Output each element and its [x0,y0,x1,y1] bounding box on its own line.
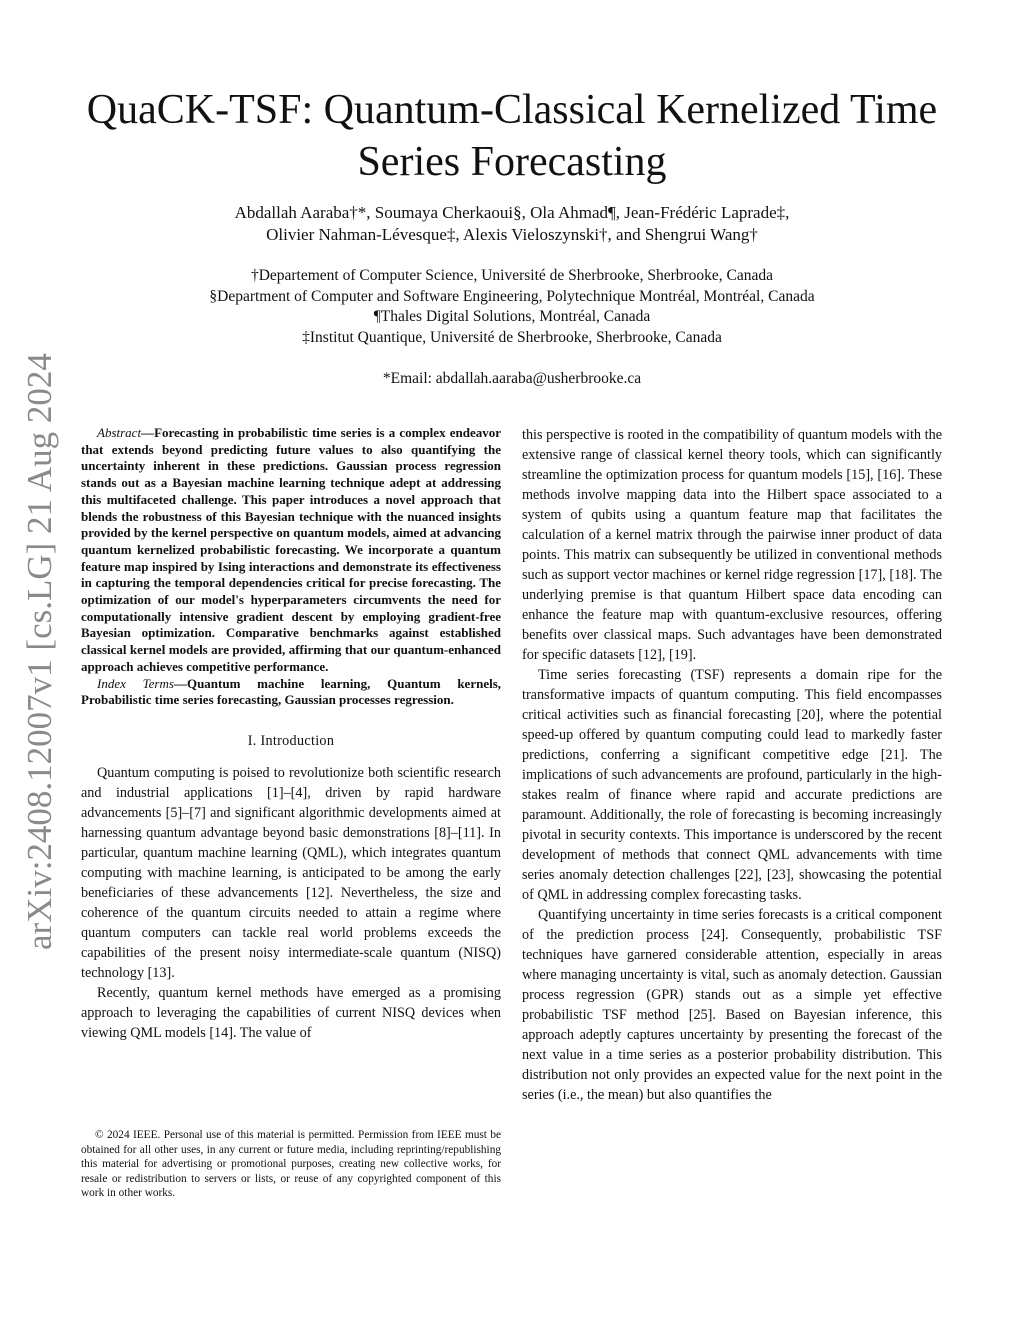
abstract-label: Abstract [97,425,142,440]
affiliations [120,266,904,348]
affiliation: ‡Institut Quantique, Université de Sherbrooke, Sherbrooke, Canada [302,328,722,346]
affiliation: †Departement of Computer Science, Université de Sherbrooke, Sherbrooke, Canada [250,267,774,284]
affiliation: ¶Thales Digital Solutions, Montréal, Canada [373,308,651,325]
paper-title: QuaCK-TSF: Quantum-Classical Kernelized Time Series Forecasting [86,87,938,185]
copyright-footnote: © 2024 IEEE. Personal use of this material is permitted. Permission from IEEE must be obtained for all other uses, in any current or future media, including reprinting/republishing this material for advertising or promotional purposes, creating new collective works, for resale or redistribution to servers or lists, or reuse of any copyrighted component of this work in other works. [81,1129,501,1200]
paragraph: this perspective is rooted in the compatibility of quantum models with the extensive range of classical kernel theory tools, which can significantly streamline the optimization process for quantum models [15], [16]. These methods involve mapping data into the Hilbert space associated to a system of qubits using a quantum feature map that facilitates the calculation of a kernel matrix through the pairwise inner product of data points. This matrix can subsequently be utilized in conventional methods such as support vector machines or kernel ridge regression [17], [18]. The underlying premise is that quantum Hilbert space data encoding can enhance the feature map with quantum-exclusive resources, offering benefits over classical maps. Such advantages have been demonstrated for specific datasets [12], [19]. [522,427,942,663]
index-terms-text: —Quantum machine learning, Quantum kernels, Probabilistic time series forecasting, Gaussian processes regression. [81,675,502,708]
section-heading: I. Introduction [247,732,335,749]
left-column [81,425,501,1043]
paragraph: Quantifying uncertainty in time series forecasts is a critical component of the prediction process [24]. Consequently, probabilistic TSF techniques have garnered considerable attention, especially in areas where managing uncertainty is vital, such as anomaly detection. Gaussian process regression (GPR) stands out as a simple yet effective probabilistic TSF method [25]. Based on Bayesian inference, this approach adeptly captures uncertainty by presenting the forecast of the next value in a time series as a posterior probability distribution. This distribution not only provides an expected value for the next point in the series (i.e., the mean) but also quantifies the [522,907,942,1103]
authors-line-1: Abdallah Aaraba†*, Soumaya Cherkaoui§, Ola Ahmad¶, Jean-Frédéric Laprade‡, [234,203,790,222]
arxiv-identifier: arXiv:2408.12007v1 [cs.LG] 21 Aug 2024 [20,353,59,950]
right-column [522,425,942,1105]
abstract-text: —Forecasting in probabilistic time series is a complex endeavor that extends beyond predicting future values to also quantifying the uncertainty inherent in these predictions. Gaussian process regression stands out as a Bayesian machine learning technique adept at addressing this multifaceted challenge. This paper introduces a novel approach that blends the robustness of this Bayesian technique with the nuanced insights provided by the kernel perspective on quantum models, aimed at advancing quantum kernelized probabilistic forecasting. We incorporate a quantum feature map inspired by Ising interactions and demonstrate its effectiveness in capturing the temporal dependencies critical for precise forecasting. The optimization of our model's hyperparameters circumvents the need for computationally intensive gradient descent by employing gradient-free Bayesian optimization. Comparative benchmarks against established classical kernel models are provided, affirming that our quantum-enhanced approach achieves competitive performance. [81,425,501,674]
author-list [140,202,884,246]
index-terms-label: Index Terms [97,675,174,691]
paragraph: Quantum computing is poised to revolutionize both scientific research and industrial applications [1]–[4], driven by rapid hardware advancements [5]–[7] and significant algorithmic developments aimed at harnessing quantum advantage beyond basic demonstrations [8]–[11]. In particular, quantum machine learning (QML), which integrates quantum computing with machine learning, is anticipated to be among the early beneficiaries of these advancements [12]. Nevertheless, the size and coherence of the quantum circuits needed to attain a regime where quantum computers can tackle real world problems exceeds the capabilities of the present noisy intermediate-scale quantum (NISQ) technology [13]. [81,764,501,981]
paragraph: Recently, quantum kernel methods have emerged as a promising approach to leveraging the capabilities of current NISQ devices when viewing QML models [14]. The value of [81,984,501,1041]
contact-email: *Email: abdallah.aaraba@usherbrooke.ca [382,370,642,387]
affiliation: §Department of Computer and Software Engineering, Polytechnique Montréal, Montréal, Canada [209,287,815,305]
abstract [81,425,501,709]
paragraph: Time series forecasting (TSF) represents a domain ripe for the transformative impacts of quantum computing. This field encompasses critical activities such as financial forecasting [20], where the potential speed-up offered by quantum computing could lead to markedly faster predictions, conferring a significant competitive edge [21]. The implications of such advancements are profound, particularly in the high-stakes realm of finance where rapid and accurate predictions are paramount. Additionally, the role of forecasting is becoming increasingly pivotal in security contexts. This importance is underscored by the recent development of methods that connect QML advancements with time series anomaly detection challenges [22], [23], showcasing the potential of QML in addressing complex forecasting tasks. [522,667,942,903]
authors-line-2: Olivier Nahman-Lévesque‡, Alexis Vieloszynski†, and Shengrui Wang† [266,225,758,244]
